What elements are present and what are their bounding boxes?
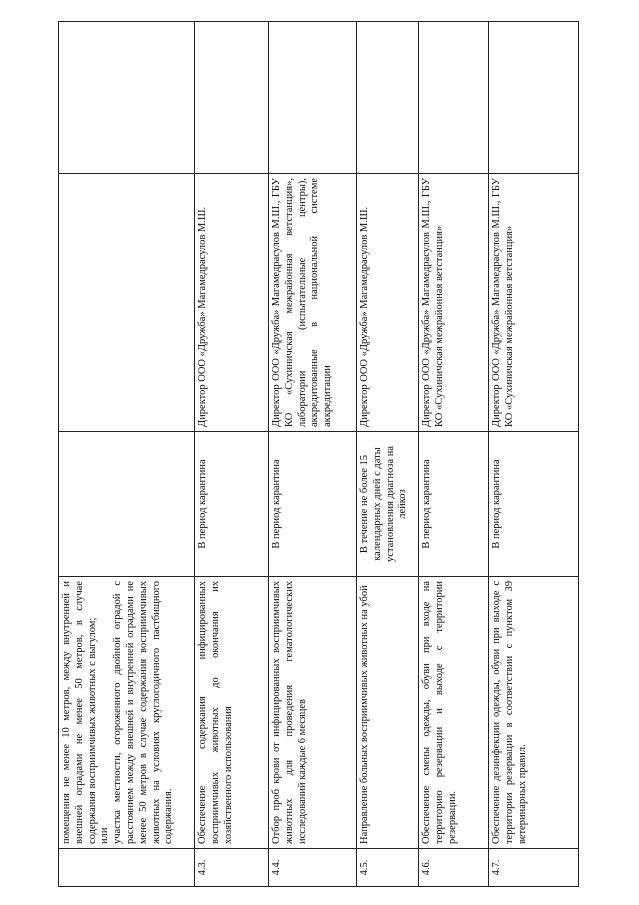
responsible-cell: Директор ООО «Дружба» Магамедрасулов М.Ш., ГБУ КО «Сухиничская межрайонная ветстанция» [489,174,579,432]
action-cell: Направление больных восприимчивых животных на убой [357,577,419,849]
rotated-page [58,22,578,887]
action-line: или [99,827,111,844]
action-cell: Обеспечение смены одежды, обуви при входе на территорию резервации и выходе с территории резервации. [419,577,489,849]
term-cell: В период карантина [269,432,357,577]
table-row [59,22,195,887]
responsible-cell: Директор ООО «Дружба» Магамедрасулов М.Ш. [357,174,419,432]
table-row [489,22,579,887]
action-cell: Обеспечение дезинфекции одежды, обуви при выходе с территории резервации в соответствии с пунктом 39 ветеринарных правил. [489,577,579,849]
table-row [269,22,357,887]
row-number: 4.5. [357,849,419,887]
term-cell: В период карантина [195,432,269,577]
row-number: 4.7. [489,849,579,887]
row-number: 4.3. [195,849,269,887]
action-line: участка местности, огороженного двойной оградой с расстоянием между внешней и внутренней оградами не менее 50 метров в случае содержания восприимчивых животных на условиях круглогодичного пастбищного содержания. [112,581,175,844]
table-row [357,22,419,887]
note-cell [59,22,195,174]
measures-table [58,21,579,887]
action-cell [59,577,195,849]
table-row [419,22,489,887]
term-cell [59,432,195,577]
note-cell [419,22,489,174]
note-cell [357,22,419,174]
responsible-cell: Директор ООО «Дружба» Магамедрасулов М.Ш. [195,174,269,432]
responsible-cell [59,174,195,432]
responsible-cell: Директор ООО «Дружба» Магамедрасулов М.Ш., ГБУ КО «Сухиничская межрайонная ветстанция», лаборатории (испытательные центры), аккредитованные в национальной системе аккредитации [269,174,357,432]
note-cell [489,22,579,174]
action-cell: Отбор проб крови от инфицированных восприимчивых животных для проведения гематологических исследований каждые 6 месяцев [269,577,357,849]
table-row [195,22,269,887]
row-number: 4.6. [419,849,489,887]
action-cell: Обеспечение содержания инфицированных восприимчивых животных до окончания их хозяйственного использования [195,577,269,849]
responsible-cell: Директор ООО «Дружба» Магамедрасулов М.Ш., ГБУ КО «Сухиничская межрайонная ветстанция» [419,174,489,432]
note-cell [269,22,357,174]
term-cell: В течение не более 15 календарных дней с даты установления диагноза на лейкоз [357,432,419,577]
term-cell: В период карантина [489,432,579,577]
action-line: помещения не менее 10 метров, между внутренней и внешней оградами не менее 50 метров, в случае содержания восприимчивых животных с выгулом; [61,581,98,844]
row-number [59,849,195,887]
note-cell [195,22,269,174]
term-cell: В период карантина [419,432,489,577]
row-number: 4.4. [269,849,357,887]
